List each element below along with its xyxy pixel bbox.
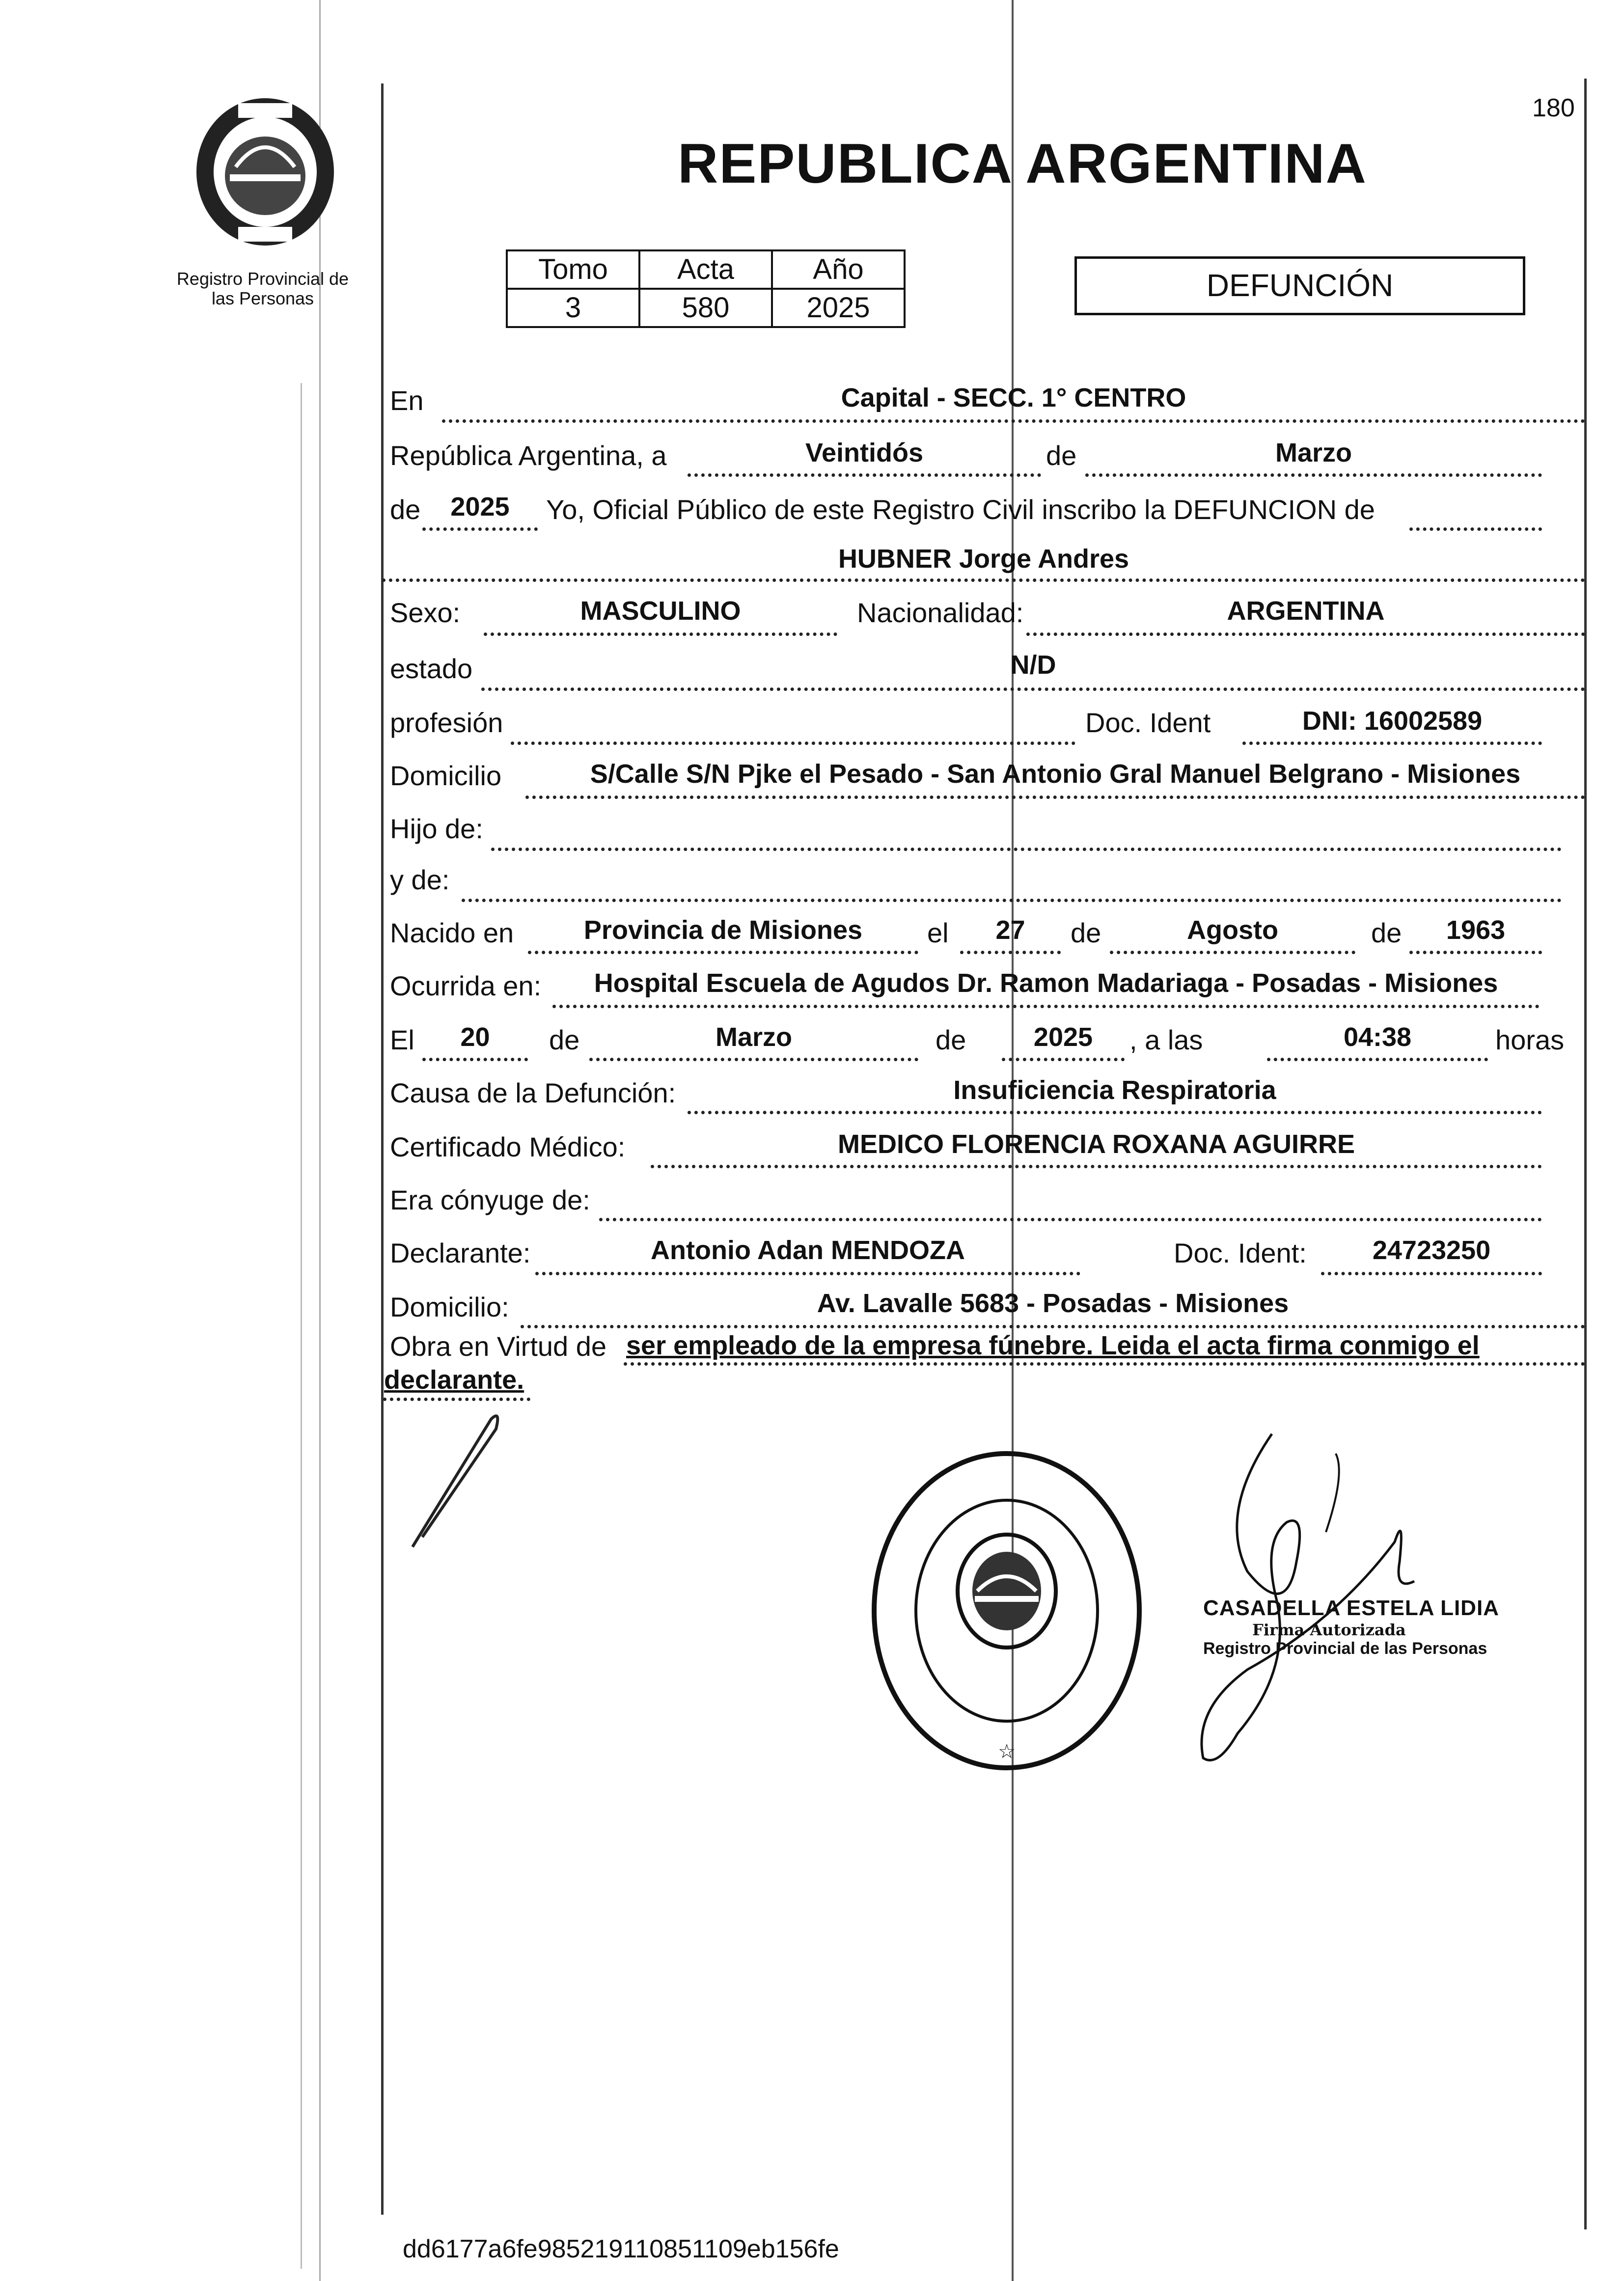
dots-hijo-de [491, 848, 1562, 851]
label-republica: República Argentina, a [390, 440, 667, 471]
registry-name [157, 269, 368, 308]
label-de-fallec-mes: de [549, 1024, 580, 1055]
label-de-anio: de [390, 494, 421, 525]
label-yo-oficial: Yo, Oficial Público de este Registro Civil inscribo la DEFUNCION de [546, 494, 1375, 525]
label-el: El [390, 1024, 414, 1055]
label-de-mes: de [1046, 440, 1077, 471]
signatory-block [1203, 1596, 1499, 1658]
value-domicilio: S/Calle S/N Pjke el Pesado - San Antonio Gral Manuel Belgrano - Misiones [590, 759, 1521, 789]
label-ocurrida: Ocurrida en: [390, 970, 542, 1001]
dots-en [442, 419, 1585, 423]
document-hash: dd6177a6fe985219110851109eb156fe [403, 2235, 839, 2263]
dots-nacido-anio [1409, 951, 1542, 954]
value-declarante: Antonio Adan MENDOZA [651, 1236, 965, 1265]
dots-domicilio [525, 796, 1585, 799]
value-obra-line2: declarante. [384, 1365, 524, 1395]
value-causa: Insuficiencia Respiratoria [953, 1075, 1276, 1105]
label-hijo-de: Hijo de: [390, 813, 483, 844]
label-nacionalidad: Nacionalidad: [857, 597, 1024, 628]
signatory-name: CASADELLA ESTELA LIDIA [1203, 1596, 1499, 1620]
value-dia-letras: Veintidós [805, 438, 924, 467]
header-anio: Año [772, 250, 905, 289]
value-lugar: Capital - SECC. 1° CENTRO [841, 383, 1186, 412]
label-obra: Obra en Virtud de [390, 1331, 607, 1362]
label-doc-ident-declarante: Doc. Ident: [1174, 1237, 1307, 1268]
value-certificado: MEDICO FLORENCIA ROXANA AGUIRRE [838, 1129, 1355, 1159]
dots-dni [1242, 742, 1542, 745]
label-en: En [390, 385, 424, 416]
label-declarante: Declarante: [390, 1237, 531, 1268]
value-ocurrida: Hospital Escuela de Agudos Dr. Ramon Madariaga - Posadas - Misiones [594, 968, 1498, 998]
header-tomo: Tomo [507, 250, 639, 289]
value-nombre: HUBNER Jorge Andres [838, 544, 1129, 574]
label-a-las: , a las [1129, 1024, 1203, 1055]
label-certificado: Certificado Médico: [390, 1131, 626, 1162]
value-sexo: MASCULINO [580, 596, 741, 626]
dots-declarante [535, 1272, 1080, 1275]
dots-declarante-doc [1321, 1272, 1542, 1275]
dots-nombre [382, 578, 1585, 582]
label-causa: Causa de la Defunción: [390, 1077, 676, 1108]
dots-nacido-lugar [528, 951, 918, 954]
dots-obra-1 [624, 1362, 1585, 1366]
value-hora: 04:38 [1343, 1022, 1412, 1052]
dots-fallec-mes [589, 1058, 918, 1061]
value-fallec-anio: 2025 [1033, 1022, 1093, 1052]
value-fallec-mes: Marzo [715, 1022, 792, 1052]
cancel-slash-mark [393, 1409, 521, 1557]
value-nacido-dia: 27 [995, 915, 1025, 945]
label-el-nacido: el [927, 917, 949, 948]
value-nacionalidad: ARGENTINA [1227, 596, 1385, 626]
value-fallec-dia: 20 [460, 1022, 490, 1052]
value-tomo: 3 [507, 289, 639, 327]
document-title: REPUBLICA ARGENTINA [678, 133, 1367, 195]
dots-sexo [484, 632, 837, 636]
signatory-office: Registro Provincial de las Personas [1203, 1639, 1487, 1658]
value-nacido-lugar: Provincia de Misiones [583, 915, 863, 945]
label-estado: estado [390, 653, 473, 684]
label-domicilio-declarante: Domicilio: [390, 1292, 509, 1322]
value-declarante-doc: 24723250 [1372, 1236, 1491, 1265]
dots-certificado [651, 1165, 1542, 1168]
dots-declarante-dom [521, 1325, 1585, 1328]
label-y-de: y de: [390, 864, 450, 895]
dots-yo-end [1409, 527, 1542, 531]
punch-line-2 [301, 383, 302, 2269]
dots-dia [688, 473, 1041, 477]
label-profesion: profesión [390, 707, 503, 738]
left-margin-line [381, 83, 384, 2215]
label-de-nacido-anio: de [1371, 917, 1402, 948]
dots-estado [481, 687, 1585, 691]
record-table [506, 249, 906, 328]
value-anio: 2025 [772, 289, 905, 327]
value-nacido-anio: 1963 [1446, 915, 1506, 945]
value-acta: 580 [639, 289, 772, 327]
dots-ocurrida [552, 1005, 1540, 1008]
dots-mes [1085, 473, 1542, 477]
dots-fallec-dia [422, 1058, 528, 1061]
dots-nacido-mes [1110, 951, 1355, 954]
official-seal-stamp [864, 1444, 1149, 1778]
dots-fallec-anio [1002, 1058, 1125, 1061]
registry-line-2: las Personas [211, 288, 314, 308]
signatory-role: Firma Autorizada [1252, 1621, 1406, 1639]
label-de-fallec-anio: de [936, 1024, 966, 1055]
dots-y-de [462, 899, 1562, 902]
misiones-coat-of-arms-logo [192, 93, 339, 250]
value-declarante-dom: Av. Lavalle 5683 - Posadas - Misiones [817, 1289, 1289, 1318]
registry-line-1: Registro Provincial de [176, 269, 349, 289]
dots-nacionalidad [1026, 632, 1585, 636]
value-anio: 2025 [450, 492, 510, 522]
label-horas: horas [1495, 1024, 1565, 1055]
value-estado: N/D [1010, 650, 1056, 680]
value-nacido-mes: Agosto [1187, 915, 1278, 945]
value-obra-line1: ser empleado de la empresa fúnebre. Leida el acta firma conmigo el [626, 1331, 1480, 1360]
dots-profesion [511, 742, 1075, 745]
label-de-nacido-mes: de [1071, 917, 1101, 948]
label-conyuge: Era cónyuge de: [390, 1184, 590, 1215]
label-doc-ident: Doc. Ident [1085, 707, 1211, 738]
dots-anio [422, 527, 538, 531]
page-number: 180 [1532, 94, 1575, 122]
label-sexo: Sexo: [390, 597, 461, 628]
dots-nacido-dia [960, 951, 1061, 954]
label-domicilio: Domicilio [390, 760, 502, 791]
act-type-box: DEFUNCIÓN [1074, 256, 1525, 315]
dots-hora [1267, 1058, 1488, 1061]
value-dni: DNI: 16002589 [1302, 706, 1483, 736]
header-acta: Acta [639, 250, 772, 289]
svg-text:☆: ☆ [998, 1740, 1016, 1763]
dots-obra-2 [383, 1398, 530, 1401]
label-nacido-en: Nacido en [390, 917, 514, 948]
dots-causa [688, 1111, 1542, 1114]
dots-conyuge [599, 1218, 1542, 1221]
punch-line-1 [319, 0, 321, 2281]
value-mes: Marzo [1275, 438, 1352, 467]
